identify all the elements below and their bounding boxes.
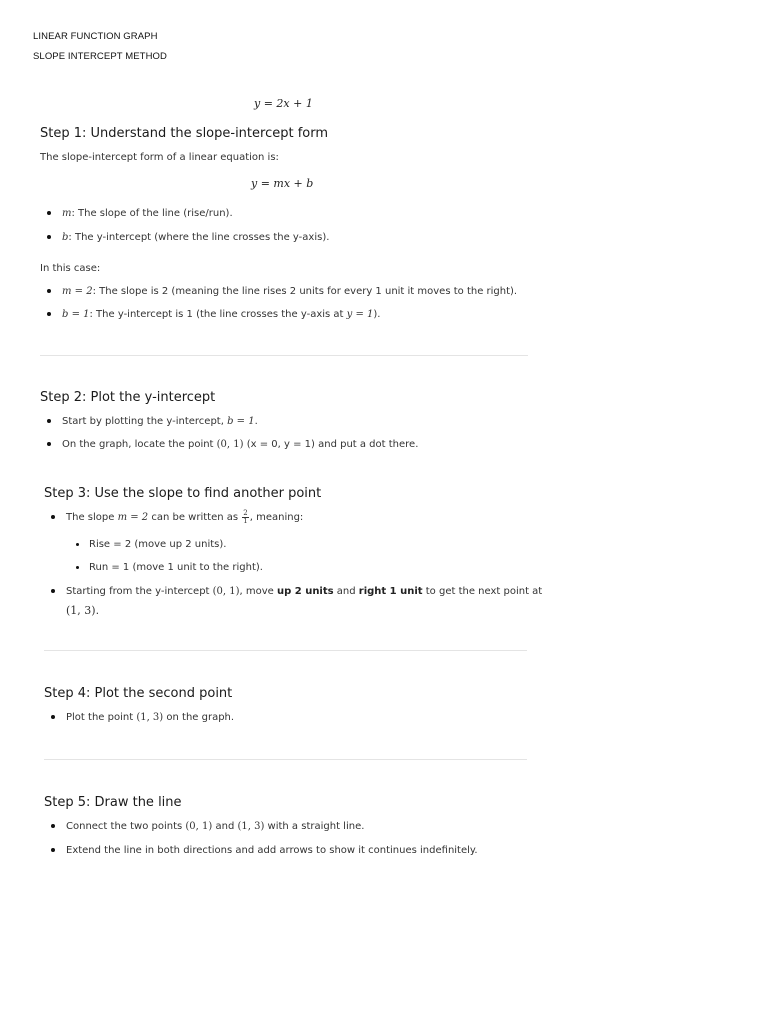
divider <box>40 355 528 356</box>
list-item-text: On the graph, locate the point <box>62 439 217 450</box>
list-item-text: , meaning: <box>249 512 304 523</box>
step2-heading: Step 2: Plot the y-intercept <box>40 390 216 405</box>
math-term: (1, 3) <box>136 712 164 723</box>
step4-heading: Step 4: Plot the second point <box>44 686 233 701</box>
list-item-text: . <box>254 416 258 427</box>
math-term: b = 1 <box>62 309 90 320</box>
math-term: b <box>62 232 69 243</box>
math-term: m = 2 <box>62 286 93 297</box>
list-item-text: , move <box>239 586 277 597</box>
list-item <box>62 204 233 223</box>
step1-intro: The slope-intercept form of a linear equation is: <box>40 152 279 163</box>
list-item-text: to get the next point at <box>422 586 543 597</box>
math-term: (0, 1) <box>212 586 240 597</box>
step1-formula: y = mx + b <box>251 177 314 190</box>
math-term: (1, 3) <box>66 604 96 617</box>
list-item <box>66 582 542 601</box>
list-item-text: Connect the two points <box>66 821 186 832</box>
list-item <box>62 228 329 247</box>
sub-list-item: Run = 1 (move 1 unit to the right). <box>89 558 263 577</box>
list-item-text: Plot the point <box>66 712 137 723</box>
math-term: (0, 1) <box>216 439 244 450</box>
divider <box>44 650 527 651</box>
list-item-text: : The y-intercept (where the line crosses the y-axis). <box>68 232 330 243</box>
bold-text: right 1 unit <box>358 586 423 597</box>
list-item-text: Start by plotting the y-intercept, <box>62 416 228 427</box>
math-term: b = 1 <box>227 416 255 427</box>
math-term: y = 1 <box>346 309 374 320</box>
list-item-text: Starting from the y-intercept <box>66 586 213 597</box>
list-item <box>62 412 258 431</box>
list-item <box>62 305 380 324</box>
list-item-text: ). <box>373 309 381 320</box>
list-item-text: and <box>212 821 238 832</box>
fraction-numerator: 2 <box>243 508 248 517</box>
list-item <box>66 508 303 527</box>
math-term: (0, 1) <box>185 821 213 832</box>
list-item <box>66 708 234 727</box>
list-item-text: on the graph. <box>163 712 235 723</box>
list-item-text: The slope <box>66 512 118 523</box>
slope-fraction <box>242 510 248 525</box>
divider <box>44 759 527 760</box>
step3-heading: Step 3: Use the slope to find another point <box>44 486 322 501</box>
list-item <box>62 282 517 301</box>
list-item-text: (x = 0, y = 1) and put a dot there. <box>243 439 419 450</box>
list-item <box>62 435 418 454</box>
step5-heading: Step 5: Draw the line <box>44 795 182 810</box>
list-item: Extend the line in both directions and add arrows to show it continues indefinitely. <box>66 841 478 860</box>
list-item-text: : The y-intercept is 1 (the line crosses the y-axis at <box>89 309 347 320</box>
list-item-text: . <box>95 604 100 617</box>
step1-heading: Step 1: Understand the slope-intercept form <box>40 126 329 141</box>
header-subtitle: SLOPE INTERCEPT METHOD <box>33 51 167 62</box>
list-item-text: : The slope is 2 (meaning the line rises 2 units for every 1 unit it moves to the right). <box>92 286 518 297</box>
math-term: (1, 3) <box>237 821 265 832</box>
fraction-denominator: 1 <box>243 516 248 525</box>
list-item-text: : The slope of the line (rise/run). <box>71 208 233 219</box>
list-item <box>66 817 364 836</box>
list-item-text: and <box>333 586 359 597</box>
math-term: m = 2 <box>117 512 149 523</box>
main-equation: y = 2x + 1 <box>254 97 313 110</box>
list-item-text: can be written as <box>148 512 242 523</box>
math-term: m <box>62 208 72 219</box>
case-label: In this case: <box>40 263 101 274</box>
header-title: LINEAR FUNCTION GRAPH <box>33 31 158 42</box>
sub-list-item: Rise = 2 (move up 2 units). <box>89 535 226 554</box>
list-item-continuation <box>66 601 99 620</box>
list-item-text: with a straight line. <box>264 821 365 832</box>
bold-text: up 2 units <box>277 586 334 597</box>
